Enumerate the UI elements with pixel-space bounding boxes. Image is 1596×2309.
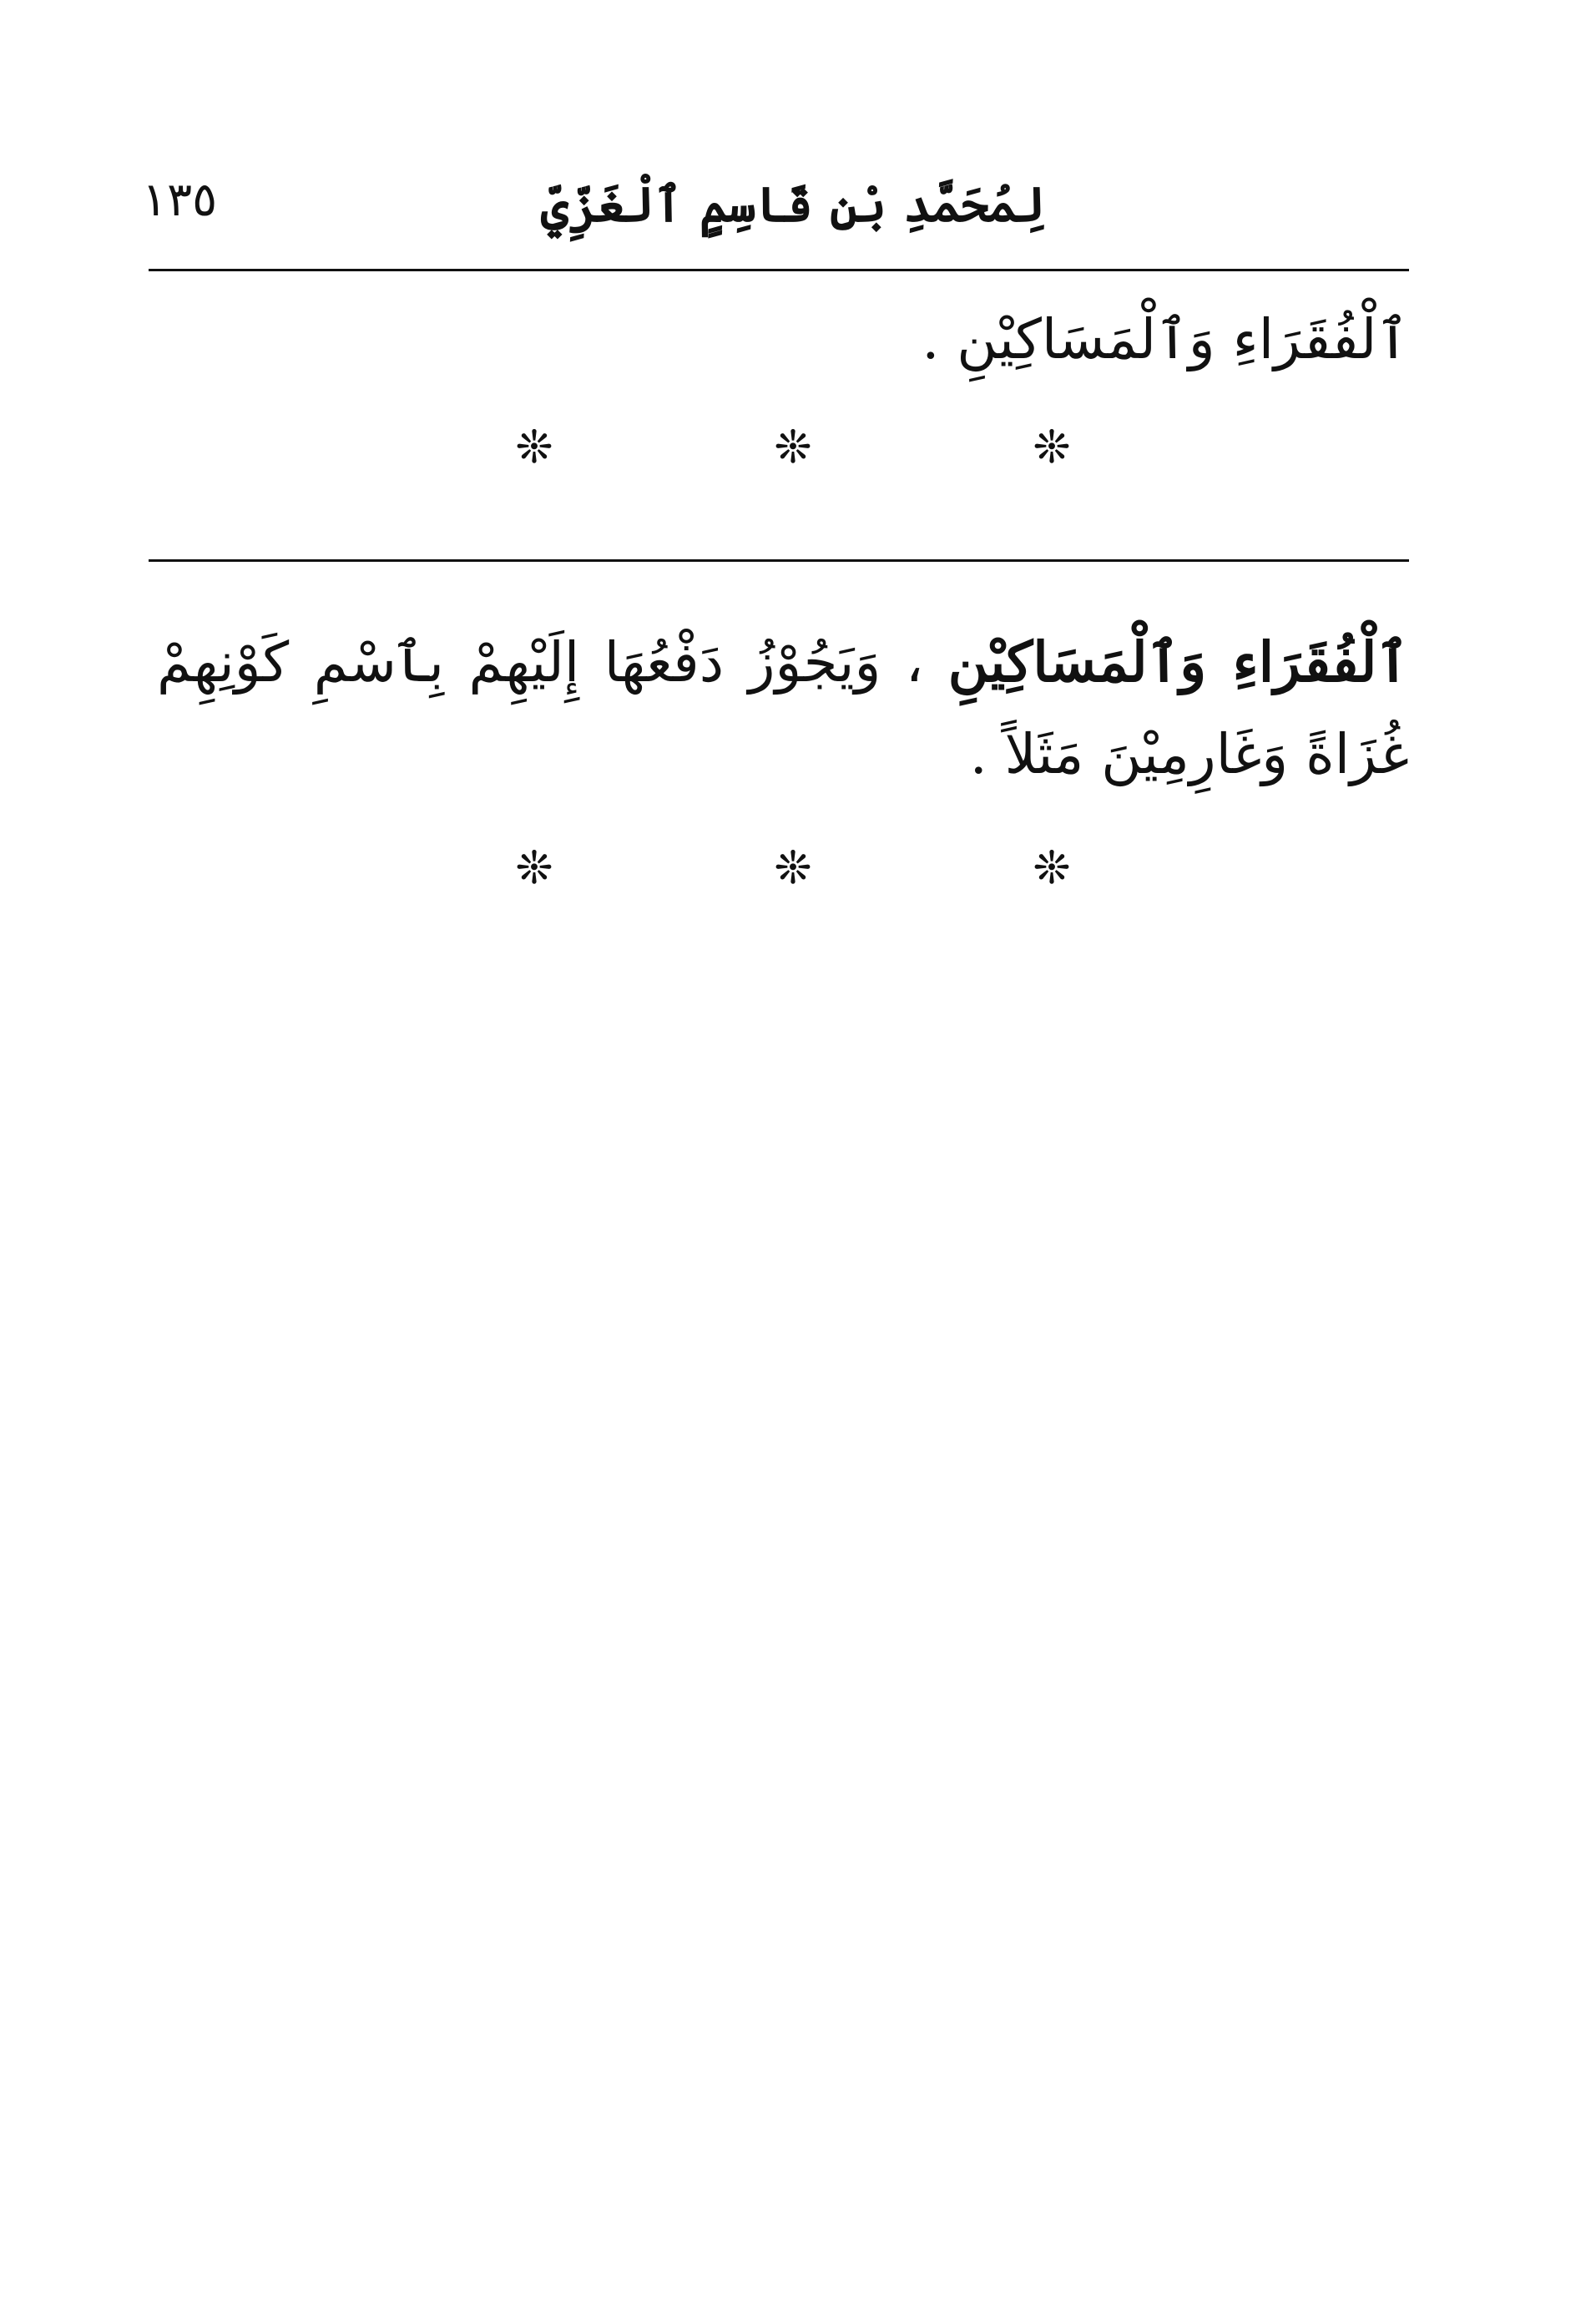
running-title: لِمُحَمَّدِ بْنِ قَاسِمٍ ٱلْغَزِّيِّ: [540, 176, 1046, 233]
asterisk-ornament-icon: ❊: [774, 421, 812, 473]
asterisk-ornament-icon: ❊: [1033, 841, 1071, 894]
header-rule: [149, 269, 1409, 271]
passage-text: ٱلْفُقَرَاءِ وَٱلْمَسَاكِيْنِ .: [922, 307, 1409, 371]
section-separator: [501, 422, 1085, 472]
asterisk-ornament-icon: ❊: [515, 841, 553, 894]
passage-text: ، وَيَجُوْزُ دَفْعُهَا إِلَيْهِمْ بِٱسْمِ كَوْنِهِمْ غُزَاةً وَغَارِمِيْنَ مَثَلاً .: [157, 630, 1409, 786]
section-rule: [149, 559, 1409, 562]
asterisk-ornament-icon: ❊: [1033, 421, 1071, 473]
page-number: ١٣٥: [142, 173, 218, 227]
passage-lead: ٱلْفُقَرَاءِ وَٱلْمَسَاكِيْنِ: [947, 629, 1410, 695]
text-passage: [157, 294, 1409, 386]
section-separator: [501, 843, 1085, 893]
asterisk-ornament-icon: ❊: [774, 841, 812, 894]
text-passage: [157, 616, 1409, 801]
asterisk-ornament-icon: ❊: [515, 421, 553, 473]
